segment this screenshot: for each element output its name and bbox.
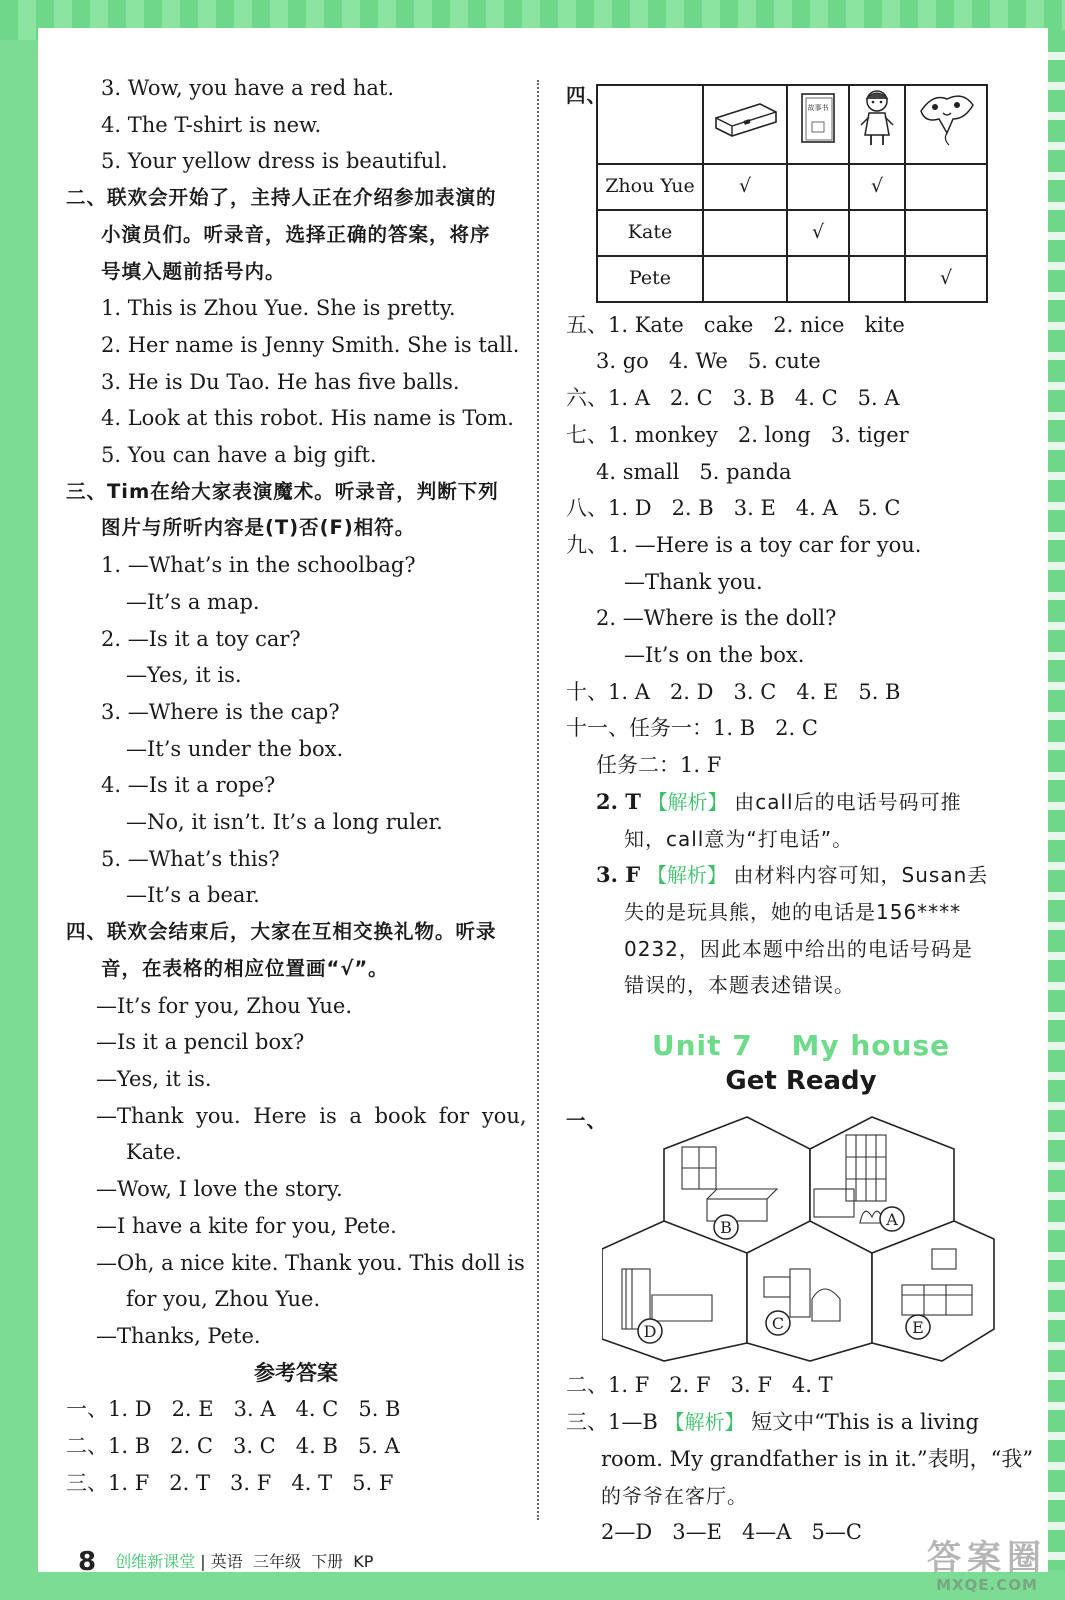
room-label-e: E [912, 1318, 924, 1338]
dialogue-line: —It’s a map. [126, 589, 260, 614]
answer-explanation [566, 784, 1036, 821]
check-cell: √ [849, 164, 905, 210]
section-4-heading: 四、联欢会结束后，大家在互相交换礼物。听录 [66, 920, 497, 944]
dialogue-line: —Oh, a nice kite. Thank you. This doll is [96, 1250, 525, 1275]
table-header-row [597, 85, 987, 164]
dialogue-line: —It’s a bear. [126, 883, 260, 908]
check-cell [905, 164, 987, 210]
dialogue-line: —Yes, it is. [96, 1066, 212, 1091]
analysis-text: 0232，因此本题中给出的电话号码是 [624, 936, 973, 961]
analysis-text: 的爷爷在客厅。 [601, 1483, 748, 1508]
answer-line: 2. —Where is the doll? [596, 606, 837, 631]
right-column [566, 78, 1036, 1551]
listening-line: 4. The T-shirt is new. [101, 112, 322, 137]
page-number: 8 [78, 1547, 97, 1577]
dialogue-line: 2. —Is it a toy car? [101, 626, 301, 651]
answer-number: 3. F [596, 862, 641, 888]
answer-key-title: 参考答案 [254, 1360, 338, 1385]
listening-line: 4. Look at this robot. His name is Tom. [101, 406, 514, 431]
dialogue-line: for you, Zhou Yue. [126, 1287, 321, 1312]
dialogue-line: —I have a kite for you, Pete. [96, 1213, 397, 1238]
dialogue-line: 3. —Where is the cap? [101, 699, 340, 724]
answer-number: 2. T [596, 788, 641, 814]
room-label-a: A [886, 1210, 898, 1230]
gift-table-block [566, 84, 1036, 303]
listening-line: 1. This is Zhou Yue. She is pretty. [101, 296, 456, 321]
dialogue-line: 1. —What’s in the schoolbag? [101, 553, 416, 578]
gift-table [596, 84, 988, 303]
house-section-label: 一、 [566, 1109, 608, 1133]
watermark [927, 1540, 1047, 1594]
unit-name: My house [791, 1029, 951, 1063]
analysis-text: 由call后的电话号码可推 [734, 789, 962, 814]
check-cell [787, 164, 849, 210]
answer-line: —It’s on the box. [624, 643, 805, 668]
analysis-text: 短文中“This is a living [751, 1410, 979, 1435]
book-icon [798, 90, 838, 146]
table-section-label: 四、 [566, 84, 608, 107]
room-label-c: C [771, 1314, 785, 1334]
answer-line: 七、1. monkey 2. long 3. tiger [566, 422, 909, 447]
check-cell [703, 256, 787, 302]
check-cell [849, 256, 905, 302]
listening-line: 3. Wow, you have a red hat. [101, 76, 395, 100]
dialogue-line: 4. —Is it a rope? [101, 773, 276, 798]
check-cell [905, 210, 987, 256]
dialogue-line: —Wow, I love the story. [96, 1177, 343, 1202]
answer-line: 九、1. —Here is a toy car for you. [566, 532, 922, 557]
answer-line: 二、1. B 2. C 3. C 4. B 5. A [66, 1434, 400, 1459]
analysis-tag: 【解析】 [664, 1410, 745, 1435]
answer-line: 二、1. F 2. F 3. F 4. T [566, 1373, 833, 1398]
column-divider [537, 80, 539, 1520]
answer-line: 三、1. F 2. T 3. F 4. T 5. F [66, 1470, 394, 1495]
dialogue-line: —It’s for you, Zhou Yue. [96, 993, 352, 1018]
section-3-heading: 图片与所听内容是(T)否(F)相符。 [101, 516, 416, 540]
dialogue-line: —Yes, it is. [126, 663, 242, 688]
table-corner-cell [597, 85, 703, 164]
pencil-box-cell [703, 85, 787, 164]
dialogue-line: Kate. [126, 1140, 182, 1165]
kite-icon [913, 89, 979, 147]
analysis-text: 失的是玩具熊，她的电话是156**** [624, 899, 962, 924]
brand-name: 创维新课堂 [115, 1552, 196, 1571]
analysis-text: 错误的，本题表述错误。 [624, 973, 855, 998]
check-cell [703, 210, 787, 256]
listening-line: 3. He is Du Tao. He has five balls. [101, 369, 460, 394]
answer-explanation [566, 857, 1036, 894]
check-cell: √ [905, 256, 987, 302]
table-row [597, 210, 987, 256]
answer-line: 2—D 3—E 4—A 5—C [601, 1520, 862, 1545]
book-info: | 英语 三年级 下册 KP [200, 1552, 374, 1571]
page-footer [78, 1547, 373, 1577]
unit-title [566, 1028, 1036, 1065]
check-cell: √ [787, 210, 849, 256]
analysis-tag: 【解析】 [646, 863, 727, 888]
answer-line: 4. small 5. panda [596, 459, 792, 484]
analysis-text: 由材料内容可知，Susan丢 [733, 863, 989, 888]
doll-cell [849, 85, 905, 164]
section-2-heading: 小演员们。听录音，选择正确的答案，将序 [101, 222, 491, 246]
section-4-heading: 音，在表格的相应位置画“√”。 [101, 956, 389, 980]
dialogue-line: —No, it isn’t. It’s a long ruler. [126, 810, 443, 835]
analysis-tag: 【解析】 [647, 789, 728, 814]
row-name: Kate [597, 210, 703, 256]
dialogue-line: —Thank you. Here is a book for you, [96, 1103, 527, 1128]
house-illustration-block [566, 1099, 1036, 1367]
answer-line: 十一、任务一：1. B 2. C [566, 716, 818, 741]
row-name: Pete [597, 256, 703, 302]
answer-line: —Thank you. [624, 569, 763, 594]
dialogue-line: —Is it a pencil box? [96, 1030, 305, 1055]
check-cell: √ [703, 164, 787, 210]
unit-number: Unit 7 [651, 1029, 753, 1063]
section-3-heading: 三、Tim在给大家表演魔术。听录音，判断下列 [66, 479, 499, 503]
dialogue-line: —Thanks, Pete. [96, 1323, 261, 1348]
pencil-box-icon [710, 98, 780, 138]
doll-icon [857, 87, 897, 149]
room-label-b: B [720, 1218, 732, 1238]
answer-explanation [566, 1404, 1036, 1441]
answer-line: 十、1. A 2. D 3. C 4. E 5. B [566, 679, 901, 704]
answer-line: 八、1. D 2. B 3. E 4. A 5. C [566, 496, 901, 521]
check-cell [849, 210, 905, 256]
analysis-text: room. My grandfather is in it.”表明，“我” [601, 1446, 1034, 1471]
answer-line: 六、1. A 2. C 3. B 4. C 5. A [566, 386, 900, 411]
section-2-heading: 号填入题前括号内。 [101, 259, 286, 283]
house-rooms-illustration [602, 1099, 1002, 1363]
watermark-url: MXQE.COM [936, 1576, 1038, 1594]
listening-line: 5. You can have a big gift. [101, 443, 377, 468]
table-row [597, 256, 987, 302]
dialogue-line: 5. —What’s this? [101, 846, 280, 871]
table-row [597, 164, 987, 210]
room-label-d: D [643, 1322, 657, 1342]
right-border-decoration [1047, 30, 1065, 1570]
book-cover-text: 故事书 [807, 104, 829, 112]
answer-number: 三、1—B [566, 1410, 658, 1435]
check-cell [787, 256, 849, 302]
listening-line: 2. Her name is Jenny Smith. She is tall. [101, 332, 520, 357]
answer-line: 3. go 4. We 5. cute [596, 349, 821, 374]
watermark-logo: 答案圈 [927, 1538, 1047, 1578]
dialogue-line: —It’s under the box. [126, 736, 344, 761]
left-column [66, 70, 526, 1501]
answer-line: 任务二：1. F [596, 753, 722, 778]
analysis-text: 知，call意为“打电话”。 [624, 826, 854, 851]
answer-line: 五、1. Kate cake 2. nice kite [566, 312, 905, 337]
section-2-heading: 二、联欢会开始了，主持人正在介绍参加表演的 [66, 186, 497, 210]
kite-cell [905, 85, 987, 164]
answer-line: 一、1. D 2. E 3. A 4. C 5. B [66, 1397, 401, 1422]
get-ready-heading: Get Ready [725, 1065, 877, 1096]
row-name: Zhou Yue [597, 164, 703, 210]
book-cell [787, 85, 849, 164]
listening-line: 5. Your yellow dress is beautiful. [101, 149, 448, 174]
